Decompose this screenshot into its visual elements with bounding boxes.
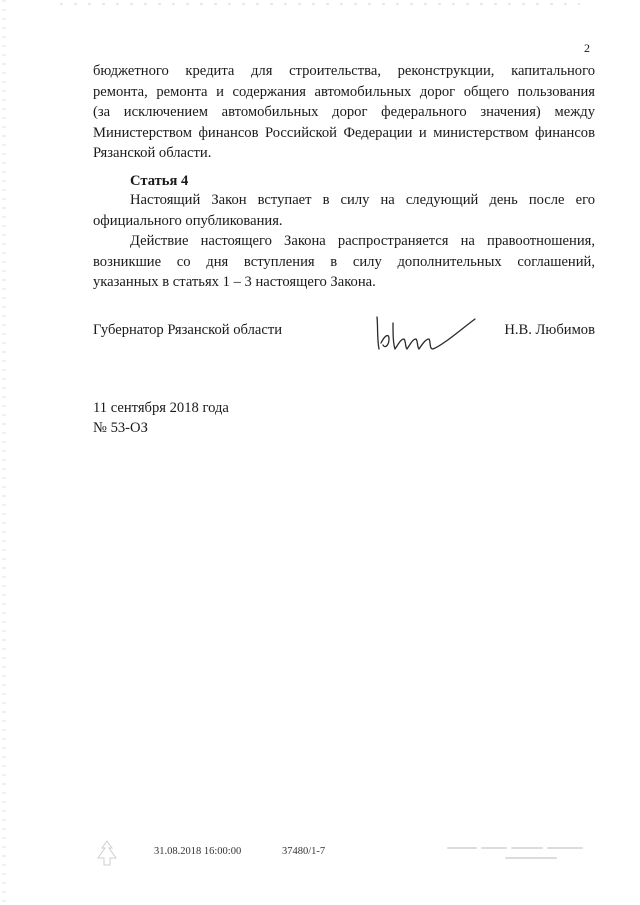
signatory-title: Губернатор Рязанской области xyxy=(93,322,283,338)
handwritten-signature xyxy=(371,309,481,359)
footer-registration-code: 37480/1-7 xyxy=(282,846,326,857)
text-line: Настоящий Закон вступает в силу на следующий день после его xyxy=(130,192,595,208)
text-line: Действие настоящего Закона распространяется на правоотношения, xyxy=(130,233,595,249)
scan-edge-artifact xyxy=(2,0,6,905)
signatory-name: Н.В. Любимов xyxy=(504,322,595,338)
page-number: 2 xyxy=(584,41,590,55)
law-number: № 53-ОЗ xyxy=(93,420,148,436)
text-line: ремонта, ремонта и содержания автомобильных дорог общего пользования xyxy=(93,83,595,100)
signature-block xyxy=(93,317,595,367)
article-paragraph xyxy=(93,190,595,231)
text-line: официального опубликования. xyxy=(93,212,283,229)
text-line: бюджетного кредита для строительства, реконструкции, капитального xyxy=(93,63,595,79)
text-line: возникшие со дня вступления в силу дополнительных соглашений, xyxy=(93,253,595,270)
text-line: Рязанской области. xyxy=(93,145,212,161)
text-line: (за исключением автомобильных дорог федерального значения) между xyxy=(93,104,595,120)
registration-stamp-icon xyxy=(92,838,122,868)
paragraph-continuation xyxy=(93,61,595,164)
scan-top-artifact xyxy=(60,3,580,5)
footer-timestamp: 31.08.2018 16:00:00 xyxy=(154,846,242,857)
faint-watermark-stamp xyxy=(446,838,586,868)
law-date: 11 сентября 2018 года xyxy=(93,400,229,416)
text-line: Министерством финансов Российской Федерации и министерством финансов xyxy=(93,124,595,141)
article-title: Статья 4 xyxy=(130,173,189,189)
text-line: указанных в статьях 1 – 3 настоящего Закона. xyxy=(93,274,376,290)
article-paragraph xyxy=(93,231,595,293)
